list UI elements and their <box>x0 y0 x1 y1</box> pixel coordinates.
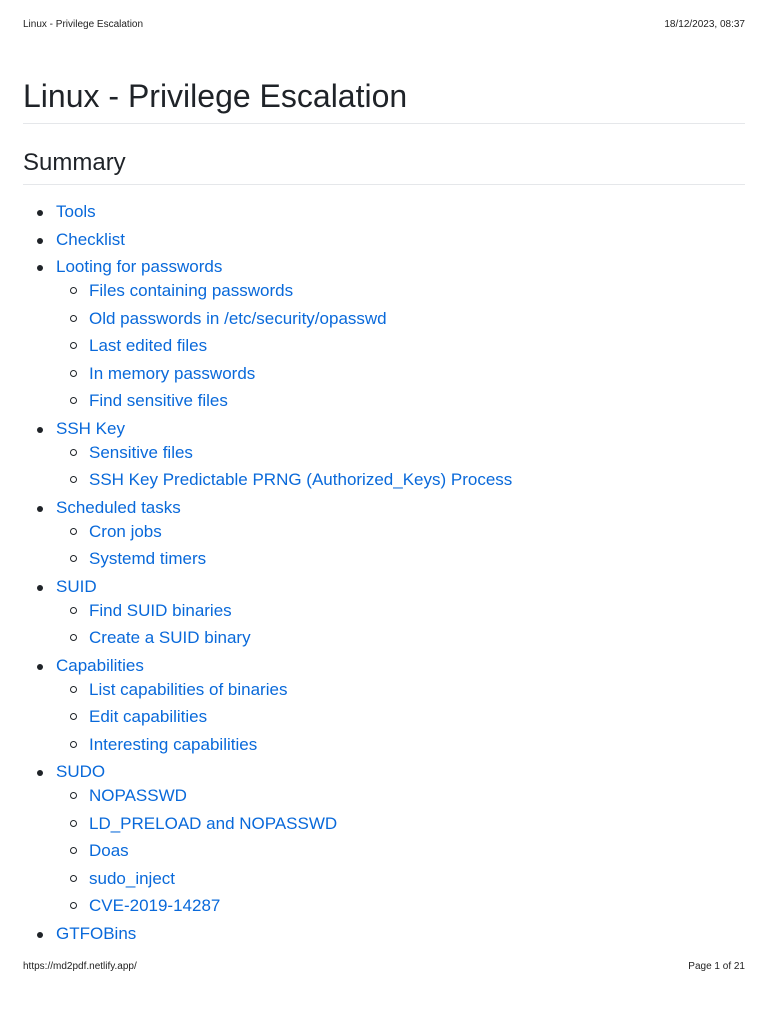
toc-subitem <box>56 626 745 650</box>
toc-subitem <box>56 812 745 836</box>
table-of-contents <box>23 200 745 946</box>
toc-subitem <box>56 520 745 544</box>
toc-item <box>23 922 745 946</box>
toc-subitem <box>56 547 745 571</box>
toc-item <box>23 575 745 651</box>
toc-sublink[interactable]: SSH Key Predictable PRNG (Authorized_Keys) Process <box>89 470 513 489</box>
toc-item <box>23 228 745 252</box>
toc-subitem <box>56 389 745 413</box>
toc-subitem <box>56 867 745 891</box>
toc-sublink[interactable]: Create a SUID binary <box>89 628 251 647</box>
toc-sublink[interactable]: Sensitive files <box>89 442 193 462</box>
toc-item <box>23 255 745 413</box>
toc-subitem <box>56 705 745 729</box>
toc-link[interactable]: SUID <box>56 576 97 596</box>
toc-sublist <box>56 599 745 651</box>
print-header-datetime: 18/12/2023, 08:37 <box>664 19 745 30</box>
toc-sublink[interactable]: sudo_inject <box>89 868 176 888</box>
toc-sublink[interactable]: In memory passwords <box>89 363 256 383</box>
toc-item <box>23 496 745 572</box>
toc-sublink[interactable]: Edit capabilities <box>89 707 208 726</box>
toc-sublink[interactable]: Last edited files <box>89 336 208 355</box>
toc-item <box>23 200 745 224</box>
toc-subitem <box>56 307 745 331</box>
toc-link[interactable]: SSH Key <box>56 418 125 438</box>
toc-sublink[interactable]: Interesting capabilities <box>89 734 258 754</box>
toc-sublink[interactable]: Old passwords in /etc/security/opasswd <box>89 308 387 328</box>
toc-item <box>23 654 745 757</box>
toc-sublink[interactable]: Files containing passwords <box>89 281 294 300</box>
toc-sublink[interactable]: Cron jobs <box>89 521 162 541</box>
toc-subitem <box>56 334 745 358</box>
toc-subitem <box>56 784 745 808</box>
print-footer <box>23 961 745 975</box>
toc-sublink[interactable]: Find SUID binaries <box>89 600 232 620</box>
toc-subitem <box>56 894 745 918</box>
toc-subitem <box>56 468 745 492</box>
toc-sublist <box>56 784 745 918</box>
toc-subitem <box>56 839 745 863</box>
toc-subitem <box>56 362 745 386</box>
summary-heading: Summary <box>23 149 126 176</box>
toc-sublink[interactable]: Systemd timers <box>89 549 207 568</box>
toc-sublink[interactable]: NOPASSWD <box>89 786 187 805</box>
toc-sublist <box>56 520 745 572</box>
toc-sublist <box>56 279 745 413</box>
toc-link[interactable]: Tools <box>56 202 96 221</box>
toc-link[interactable]: GTFOBins <box>56 923 137 943</box>
toc-sublink[interactable]: List capabilities of binaries <box>89 679 288 699</box>
toc-link[interactable]: Capabilities <box>56 655 144 675</box>
toc-item <box>23 417 745 493</box>
print-header <box>23 19 745 33</box>
toc-sublist <box>56 678 745 757</box>
toc-link[interactable]: Scheduled tasks <box>56 497 181 517</box>
toc-subitem <box>56 599 745 623</box>
toc-subitem <box>56 279 745 303</box>
toc-sublist <box>56 441 745 493</box>
toc-subitem <box>56 733 745 757</box>
toc-sublink[interactable]: Doas <box>89 841 129 860</box>
toc-subitem <box>56 441 745 465</box>
page-title: Linux - Privilege Escalation <box>23 78 408 114</box>
toc-link[interactable]: Checklist <box>56 229 125 249</box>
toc-sublink[interactable]: Find sensitive files <box>89 391 228 410</box>
toc-link[interactable]: Looting for passwords <box>56 257 223 276</box>
title-divider <box>23 123 745 124</box>
print-footer-url: https://md2pdf.netlify.app/ <box>23 961 137 972</box>
toc-item <box>23 760 745 918</box>
toc-subitem <box>56 678 745 702</box>
print-footer-page-number: Page 1 of 21 <box>688 961 745 972</box>
toc-sublink[interactable]: LD_PRELOAD and NOPASSWD <box>89 813 338 833</box>
print-header-title: Linux - Privilege Escalation <box>23 19 144 30</box>
toc-link[interactable]: SUDO <box>56 762 106 781</box>
toc-sublink[interactable]: CVE-2019-14287 <box>89 896 221 915</box>
summary-divider <box>23 184 745 185</box>
